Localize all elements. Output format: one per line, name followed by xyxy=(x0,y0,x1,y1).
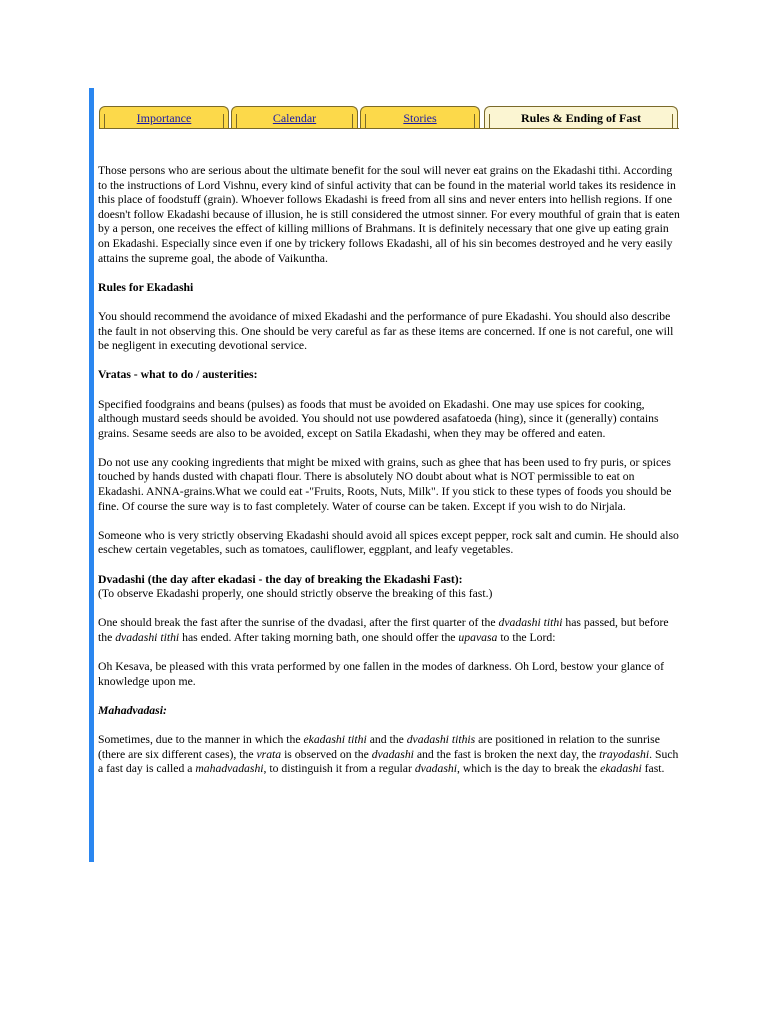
dvadashi-subheading: (To observe Ekadashi properly, one should strictly observe the breaking of this fast.) xyxy=(98,587,493,601)
rules-paragraph: You should recommend the avoidance of mixed Ekadashi and the performance of pure Ekadashi. You should also describe the fault in not observing this. One should be very careful as far as these items are concerned. If one is not careful, one will be negligent in executing devotional service. xyxy=(98,309,674,353)
tab-rules-label: Rules & Ending of Fast xyxy=(520,111,642,125)
rules-heading: Rules for Ekadashi xyxy=(98,280,194,294)
tab-stories-link[interactable]: Stories xyxy=(403,111,437,125)
accent-side-bar xyxy=(89,88,94,862)
tab-importance-link[interactable]: Importance xyxy=(136,111,192,125)
article-content xyxy=(98,164,682,777)
tab-stories[interactable] xyxy=(360,106,480,128)
tab-importance[interactable] xyxy=(99,106,229,128)
tab-calendar-link[interactable]: Calendar xyxy=(272,111,317,125)
vratas-paragraph-3: Someone who is very strictly observing Ekadashi should avoid all spices except pepper, rock salt and cumin. He should also eschew certain vegetables, such as tomatoes, cauliflower, eggplant, and leafy vegetables. xyxy=(98,528,679,557)
mahadvadasi-paragraph: Sometimes, due to the manner in which the ekadashi tithi and the dvadashi tithis are positioned in relation to the sunrise (there are six different cases), the vrata is observed on the dvadashi and the fast is broken the next day, the trayodashi. Such a fast day is called a mahadvadashi, to distinguish it from a regular dvadashi, which is the day to break the ekadashi fast. xyxy=(98,733,679,776)
tab-rules-ending-of-fast[interactable] xyxy=(484,106,678,128)
tab-bar xyxy=(99,106,679,130)
vratas-heading: Vratas - what to do / austerities: xyxy=(98,368,258,382)
dvadashi-heading: Dvadashi (the day after ekadasi - the day of breaking the Ekadashi Fast): xyxy=(98,572,463,586)
vratas-paragraph-1: Specified foodgrains and beans (pulses) as foods that must be avoided on Ekadashi. One may use spices for cooking, although mustard seeds should be avoided. You should not use powdered asafatoeda (hing), since it (generally) contains grains. Sesame seeds are also to be avoided, except on Satila Ekadashi, when they may be offered and eaten. xyxy=(98,397,659,440)
vratas-paragraph-2: Do not use any cooking ingredients that might be mixed with grains, such as ghee that has been used to fry puris, or spices touched by hands dusted with chapati flour. There is absolutely NO doubt about what is NOT permissible to eat on Ekadashi. ANNA-grains.What we could eat -"Fruits, Roots, Nuts, Milk". If you stick to these types of foods you should be fine. Of course the sure way is to fast completely. Water of course can be taken. Except if you wish to do Nirjala. xyxy=(98,455,672,513)
tab-bar-baseline xyxy=(99,128,679,129)
tab-calendar[interactable] xyxy=(231,106,358,128)
dvadashi-paragraph: One should break the fast after the sunrise of the dvadasi, after the first quarter of the dvadashi tithi has passed, but before the dvadashi tithi has ended. After taking morning bath, one should offer the upavasa to the Lord: xyxy=(98,616,669,644)
intro-paragraph: Those persons who are serious about the ultimate benefit for the soul will never eat grains on the Ekadashi tithi. According to the instructions of Lord Vishnu, every kind of sinful activity that can be found in the material world takes its residence in this place of foodstuff (grain). Whoever follows Ekadashi is freed from all sins and never enters into hellish regions. If one doesn't follow Ekadashi because of illusion, he is still considered the utmost sinner. For every mouthful of grain that is eaten by a person, one receives the effect of killing millions of Brahmans. It is definitely necessary that one give up eating grain on Ekadashi. Especially since even if one by trickery follows Ekadashi, all of his sin becomes destroyed and he very easily attains the supreme goal, the abode of Vaikuntha. xyxy=(98,164,680,265)
mahadvadasi-heading: Mahadvadasi: xyxy=(98,703,167,717)
prayer-paragraph: Oh Kesava, be pleased with this vrata performed by one fallen in the modes of darkness. Oh Lord, bestow your glance of knowledge upon me. xyxy=(98,660,665,688)
